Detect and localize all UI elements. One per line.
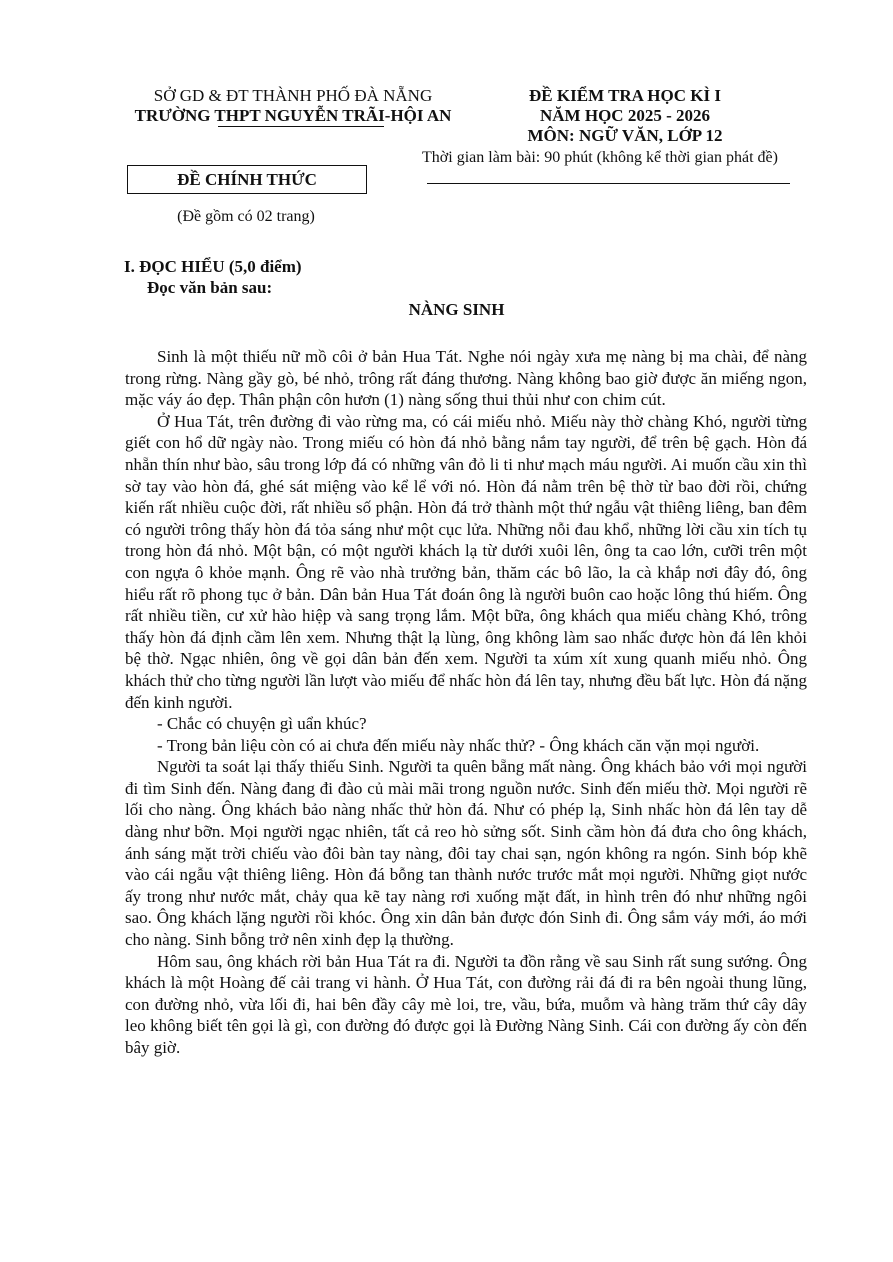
pages-note: (Đề gồm có 02 trang) — [177, 208, 315, 225]
story-paragraph: Sinh là một thiếu nữ mồ côi ở bản Hua Tát. Nghe nói ngày xưa mẹ nàng bị ma chài, để nàng trong rừng. Nàng gầy gò, bé nhỏ, trông rất đáng thương. Nàng không bao giờ được ăn miếng ngon, mặc váy áo đẹp. Thân phận côn hươn (1) nàng sống thui thủi như con chim cút. — [125, 347, 807, 410]
exam-title: ĐỀ KIỂM TRA HỌC KÌ I — [529, 86, 721, 105]
header-right — [500, 86, 750, 146]
story-paragraph: Hôm sau, ông khách rời bản Hua Tát ra đi. Người ta đồn rằng về sau Sinh rất sung sướng. Ông khách là một Hoàng đế cải trang vi hành. Ở Hua Tát, con đường rải đá đi ra bên ngoài thung lũng, con đường nhỏ, vừa lối đi, hai bên đầy cây mè loi, tre, vầu, bứa, muỗm và hàng trăm thứ cây dây leo không biết tên gọi là gì, con đường đó được gọi là Đường Nàng Sinh. Cái con đường ấy còn đến bây giờ. — [125, 951, 807, 1057]
story-paragraph: Ở Hua Tát, trên đường đi vào rừng ma, có cái miếu nhỏ. Miếu này thờ chàng Khó, người từng giết con hổ dữ ngày nào. Trong miếu có hòn đá nhỏ bằng nắm tay người, để trên bệ gạch. Hòn đá nhẵn thín như bào, sâu trong lớp đá có những vân đỏ li ti như mạch máu người. Ai muốn cầu xin thì sờ tay vào hòn đá, ghé sát miệng vào kể lể với nó. Hòn đá nằm trên bệ thờ từ bao đời rồi, chứng kiến rất nhiều cuộc đời, rất nhiều số phận. Hòn đá trở thành một thứ ngẫu vật thiêng liêng, ban đêm có người trông thấy hòn đá tỏa sáng như một cục lửa. Những nỗi đau khổ, những lời cầu xin tích tụ trong hòn đá nhỏ. Một bận, có một người khách lạ từ dưới xuôi lên, ông ta cao lớn, cưỡi trên một con ngựa ô khỏe mạnh. Ông rẽ vào nhà trưởng bản, thăm các bô lão, la cà khắp nơi đây đó, ông hiểu rất rõ phong tục ở bản. Dân bản Hua Tát đoán ông là người buôn cao hoặc lông thú hiếm. Ông rất nhiều tiền, cư xử hào hiệp và sang trọng lắm. Một bữa, ông khách qua miếu chàng Khó, trông thấy hòn đá định cầm lên xem. Nhưng thật lạ lùng, ông không làm sao nhấc được hòn đá lên khỏi bệ thờ. Ngạc nhiên, ông về gọi dân bản đến xem. Người ta xúm xít xung quanh miếu nhỏ. Ông khách thử cho từng người lần lượt vào miếu để nhấc hòn đá lên tay, nhưng đều bất lực. Hòn đá nặng đến kinh người. — [125, 411, 807, 712]
story-paragraph: - Chắc có chuyện gì uẩn khúc? — [157, 714, 367, 734]
section-title: I. ĐỌC HIỂU (5,0 điểm) — [124, 257, 302, 276]
story-title: NÀNG SINH — [408, 300, 505, 319]
school-name: TRƯỜNG THPT NGUYỄN TRÃI-HỘI AN — [134, 106, 452, 125]
department-name: SỞ GD & ĐT THÀNH PHỐ ĐÀ NẴNG — [153, 86, 433, 105]
story-paragraph: - Trong bản liệu còn có ai chưa đến miếu này nhấc thử? - Ông khách căn vặn mọi người. — [157, 735, 760, 755]
school-year: NĂM HỌC 2025 - 2026 — [540, 106, 710, 125]
school-underline — [218, 126, 384, 127]
time-divider — [427, 183, 790, 184]
header-left — [118, 86, 468, 126]
section-instruction: Đọc văn bản sau: — [147, 278, 273, 297]
official-exam-box: ĐỀ CHÍNH THỨC — [127, 165, 367, 194]
time-note: Thời gian làm bài: 90 phút (không kể thời gian phát đề) — [422, 149, 778, 166]
subject-line: MÔN: NGỮ VĂN, LỚP 12 — [527, 126, 723, 145]
story-body — [125, 346, 807, 1059]
story-paragraph: Người ta soát lại thấy thiếu Sinh. Người ta quên bẵng mất nàng. Ông khách bảo với mọi người đi tìm Sinh đến. Nàng đang đi đào củ mài mãi trong nguồn nước. Sinh đến miếu thờ. Mọi người rẽ lối cho nàng. Ông khách bảo nàng nhấc thử hòn đá. Như có phép lạ, Sinh nhấc hòn đá lên tay dễ dàng như bỡn. Mọi người ngạc nhiên, tất cả reo hò sửng sốt. Sinh cầm hòn đá đưa cho ông khách, ánh sáng mặt trời chiếu vào đôi bàn tay nàng, đôi tay chai sạn, ngón không ra ngón. Sinh bóp khẽ vào cái ngẫu vật thiêng liêng. Hòn đá bỗng tan thành nước trước mắt mọi người. Những giọt nước ấy trong như nước mắt, chảy qua kẽ tay nàng rơi xuống mặt đất, in hình trên đó như những ngôi sao. Ông khách lặng người rồi khóc. Ông xin dân bản được đón Sinh đi. Ông sắm váy mới, áo mới cho nàng. Sinh bỗng trở nên xinh đẹp lạ thường. — [125, 757, 807, 950]
